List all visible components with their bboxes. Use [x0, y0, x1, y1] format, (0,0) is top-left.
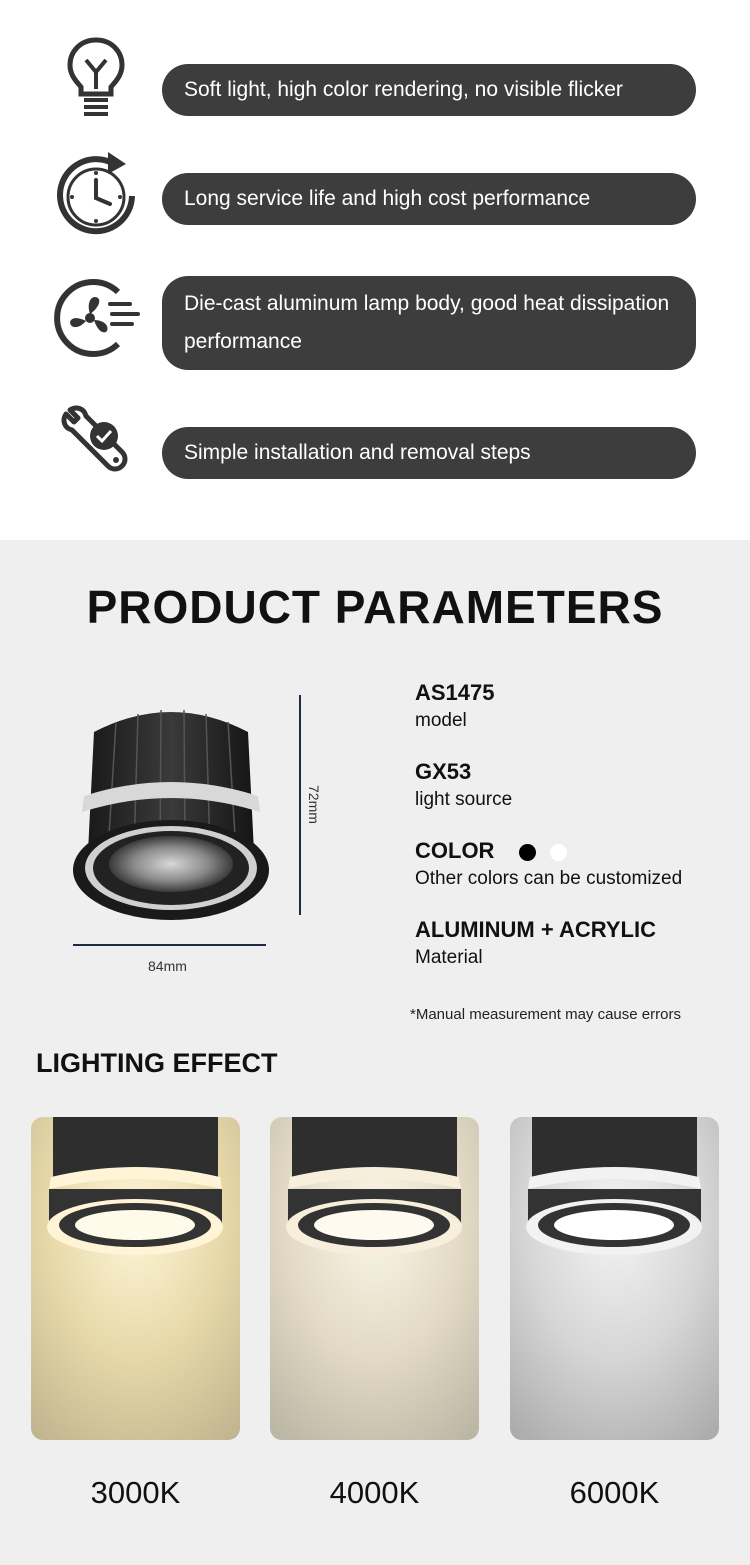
lighting-card-4000k [270, 1117, 479, 1440]
color-temp-label: 6000K [569, 1475, 660, 1510]
section-title: PRODUCT PARAMETERS [86, 581, 664, 633]
product-image [66, 692, 276, 922]
color-swatch-black [519, 844, 536, 861]
lighting-effect-title: LIGHTING EFFECT [36, 1048, 278, 1078]
spec-value: AS1475 [415, 680, 495, 705]
spec-label: Other colors can be customized [415, 868, 683, 889]
measurement-note: *Manual measurement may cause errors [410, 1006, 681, 1023]
width-dimension-line [73, 944, 266, 946]
spec-label: Material [415, 947, 483, 968]
parameters-section [0, 540, 750, 1565]
clock-icon [52, 150, 140, 238]
spec-label: model [415, 710, 467, 731]
feature-text: Soft light, high color rendering, no visible flicker [162, 64, 696, 116]
width-dimension-label: 84mm [148, 958, 187, 974]
wrench-icon [52, 398, 140, 486]
spec-material [415, 917, 656, 969]
spec-value: ALUMINUM + ACRYLIC [415, 917, 656, 942]
spec-label: light source [415, 789, 513, 810]
spec-color [415, 838, 682, 890]
lightbulb-icon [52, 34, 140, 122]
spec-model [415, 680, 495, 732]
fan-icon [52, 274, 140, 362]
feature-text: Simple installation and removal steps [162, 427, 696, 479]
spec-value: GX53 [415, 759, 472, 784]
lighting-card-3000k [31, 1117, 240, 1440]
height-dimension-label: 72mm [306, 785, 322, 824]
color-temp-label: 4000K [329, 1475, 420, 1510]
color-temp-label: 3000K [90, 1475, 181, 1510]
spec-value: COLOR [415, 838, 495, 863]
spec-light-source [415, 759, 512, 811]
feature-text: Die-cast aluminum lamp body, good heat dissipation performance [162, 276, 696, 370]
height-dimension-line [299, 695, 301, 915]
feature-text: Long service life and high cost performance [162, 173, 696, 225]
features-section [0, 0, 750, 540]
color-swatch-white [550, 844, 567, 861]
lighting-card-6000k [510, 1117, 719, 1440]
